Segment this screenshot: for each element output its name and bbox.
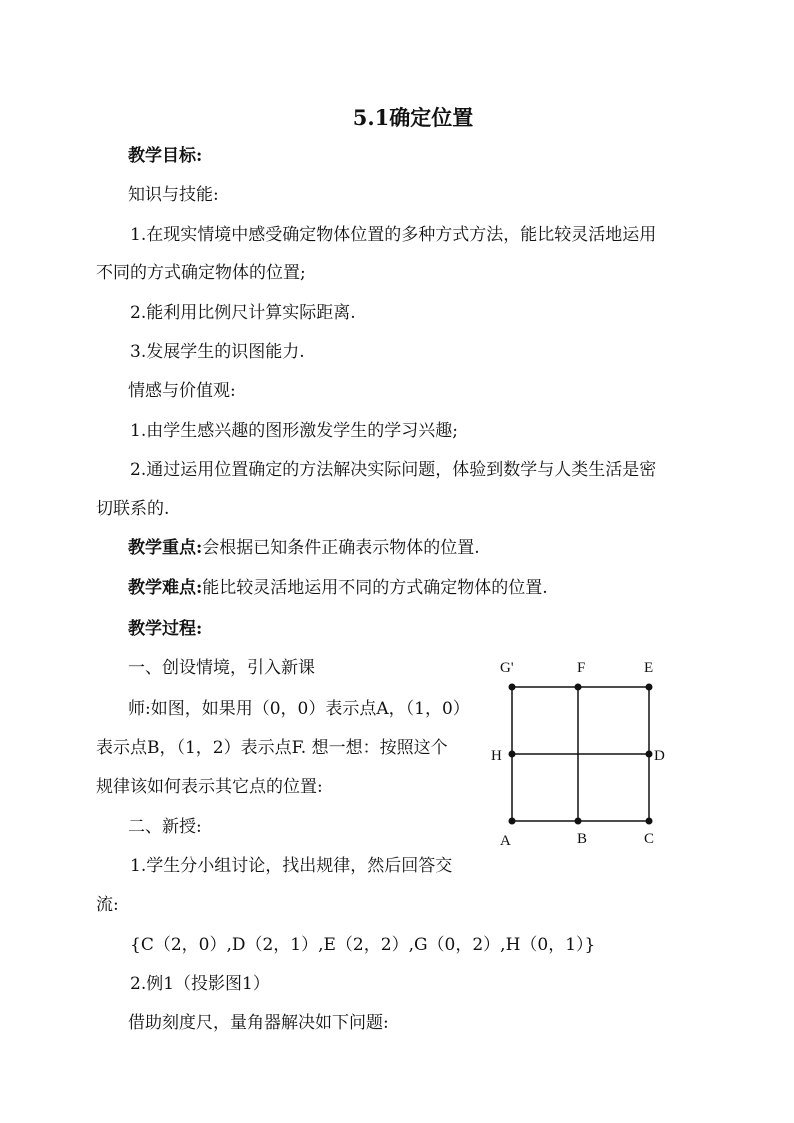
difficult-point-text: 能比较灵活地运用不同的方式确定物体的位置. [202, 578, 548, 598]
step-1-line-1: 1.学生分小组讨论，找出规律，然后回答交 [130, 856, 453, 876]
knowledge-item-3: 3.发展学生的识图能力. [130, 342, 305, 362]
label-c: C [644, 831, 655, 847]
answer-set: {C（2，0）,D（2，1）,E（2，2）,G（0，2）,H（0，1）} [130, 935, 596, 955]
step-2-text: 借助刻度尺，量角器解决如下问题: [128, 1013, 389, 1033]
label-d: D [654, 748, 665, 764]
objectives-heading: 教学目标: [128, 146, 203, 166]
key-point-label: 教学重点: [128, 538, 203, 558]
point-a [509, 818, 516, 825]
knowledge-item-1: 1.在现实情境中感受确定物体位置的多种方式方法，能比较灵活地运用 [130, 225, 657, 245]
label-b: B [577, 831, 588, 847]
point-b [575, 818, 582, 825]
section-2-heading: 二、新授: [128, 817, 202, 837]
point-f [575, 684, 582, 691]
emotion-item-2: 2.通过运用位置确定的方法解决实际问题，体验到数学与人类生活是密 [130, 460, 657, 480]
emotion-heading: 情感与价值观: [128, 381, 236, 401]
teacher-line-2: 表示点B，（1，2）表示点F. 想一想：按照这个 [96, 738, 448, 758]
key-point [128, 537, 480, 559]
section-1-heading: 一、创设情境，引入新课 [128, 658, 315, 678]
label-e: E [644, 660, 654, 676]
label-g: G' [500, 660, 514, 676]
teacher-line-3: 规律该如何表示其它点的位置: [96, 777, 323, 797]
label-h: H [491, 748, 502, 764]
teacher-line-1: 师:如图，如果用（0，0）表示点A，（1，0） [128, 699, 470, 719]
label-a: A [500, 833, 511, 849]
point-g [509, 684, 516, 691]
emotion-item-2-cont: 切联系的. [96, 499, 170, 519]
knowledge-item-1-cont: 不同的方式确定物体的位置; [96, 263, 306, 283]
emotion-item-1: 1.由学生感兴趣的图形激发学生的学习兴趣; [130, 421, 458, 441]
knowledge-item-2: 2.能利用比例尺计算实际距离. [130, 303, 356, 323]
point-c [646, 818, 653, 825]
process-heading: 教学过程: [128, 619, 203, 639]
label-f: F [577, 660, 586, 676]
key-point-text: 会根据已知条件正确表示物体的位置. [202, 538, 480, 558]
document-title: 5.1确定位置 [352, 105, 474, 130]
step-2: 2.例1（投影图1） [130, 974, 270, 994]
difficult-point [128, 577, 548, 599]
point-d [646, 751, 653, 758]
grid-lines [512, 687, 649, 821]
point-e [646, 684, 653, 691]
difficult-point-label: 教学难点: [128, 578, 203, 598]
knowledge-heading: 知识与技能: [128, 185, 219, 205]
step-1-line-2: 流: [96, 895, 119, 915]
grid-figure [486, 652, 686, 852]
point-h [509, 751, 516, 758]
